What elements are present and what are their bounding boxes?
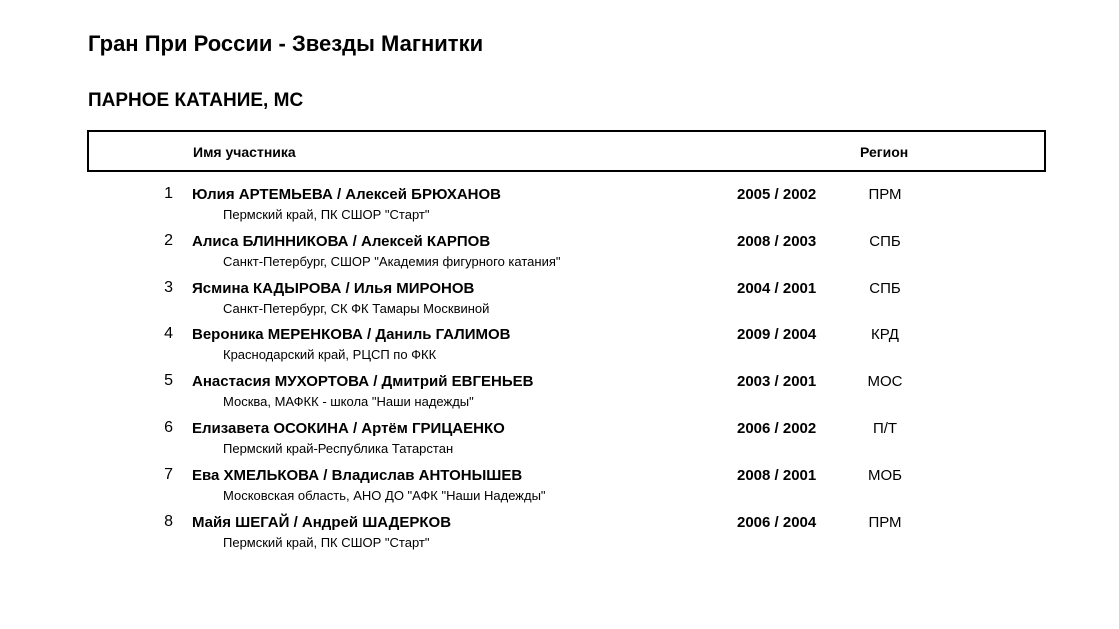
pair-names: Ясмина КАДЫРОВА / Илья МИРОНОВ [192, 279, 475, 297]
pair-names: Анастасия МУХОРТОВА / Дмитрий ЕВГЕНЬЕВ [192, 373, 534, 391]
club-name: Пермский край-Республика Татарстан [223, 440, 454, 456]
column-header-region: Регион [860, 144, 909, 160]
club-name: Краснодарский край, РЦСП по ФКК [223, 347, 437, 363]
pair-names: Алиса БЛИННИКОВА / Алексей КАРПОВ [192, 232, 491, 250]
table-row [0, 512, 1119, 559]
birth-years: 2008 / 2003 [737, 232, 817, 250]
birth-years: 2003 / 2001 [737, 373, 817, 391]
pair-names: Майя ШЕГАЙ / Андрей ШАДЕРКОВ [192, 513, 452, 531]
birth-years: 2005 / 2002 [737, 186, 817, 203]
region-code: СПБ [869, 279, 901, 297]
page-title: Гран При России - Звезды Магнитки [88, 31, 484, 56]
table-row [0, 324, 1119, 371]
club-name: Санкт-Петербург, СШОР "Академия фигурного катания" [223, 253, 561, 269]
birth-years: 2008 / 2001 [737, 466, 817, 484]
rank-number: 2 [164, 231, 173, 249]
rank-number: 3 [164, 278, 173, 296]
club-name: Санкт-Петербург, СК ФК Тамары Москвиной [223, 300, 490, 316]
region-code: ПРМ [868, 186, 902, 203]
rank-number: 8 [164, 512, 173, 530]
region-code: МОБ [867, 466, 902, 484]
pair-names: Ева ХМЕЛЬКОВА / Владислав АНТОНЫШЕВ [192, 466, 523, 484]
region-code: СПБ [869, 232, 901, 250]
rank-number: 1 [164, 185, 173, 202]
table-row [0, 278, 1119, 325]
region-code: МОС [867, 373, 903, 391]
club-name: Пермский край, ПК СШОР "Старт" [223, 534, 430, 550]
table-row [0, 184, 1119, 231]
rank-number: 7 [164, 465, 173, 483]
table-header [87, 130, 1046, 172]
table-row [0, 371, 1119, 418]
rank-number: 4 [164, 325, 173, 343]
region-code: КРД [871, 326, 899, 344]
region-code: ПРМ [868, 513, 902, 531]
table-row [0, 465, 1119, 512]
club-name: Московская область, АНО ДО "АФК "Наши Надежды" [223, 487, 546, 503]
region-code: П/Т [872, 419, 898, 437]
table-row [0, 231, 1119, 278]
pair-names: Елизавета ОСОКИНА / Артём ГРИЦАЕНКО [192, 419, 505, 437]
rank-number: 5 [164, 372, 173, 390]
birth-years: 2009 / 2004 [737, 326, 817, 344]
table-row [0, 418, 1119, 465]
pair-names: Юлия АРТЕМЬЕВА / Алексей БРЮХАНОВ [192, 186, 502, 203]
event-subtitle: ПАРНОЕ КАТАНИЕ, МС [88, 90, 304, 111]
birth-years: 2006 / 2002 [737, 419, 817, 437]
column-header-name: Имя участника [193, 144, 296, 160]
pair-names: Вероника МЕРЕНКОВА / Даниль ГАЛИМОВ [192, 326, 511, 344]
birth-years: 2004 / 2001 [737, 279, 817, 297]
rank-number: 6 [164, 418, 173, 436]
club-name: Москва, МАФКК - школа "Наши надежды" [223, 394, 474, 410]
participants-list [0, 184, 1119, 558]
birth-years: 2006 / 2004 [737, 513, 817, 531]
club-name: Пермский край, ПК СШОР "Старт" [223, 207, 430, 222]
